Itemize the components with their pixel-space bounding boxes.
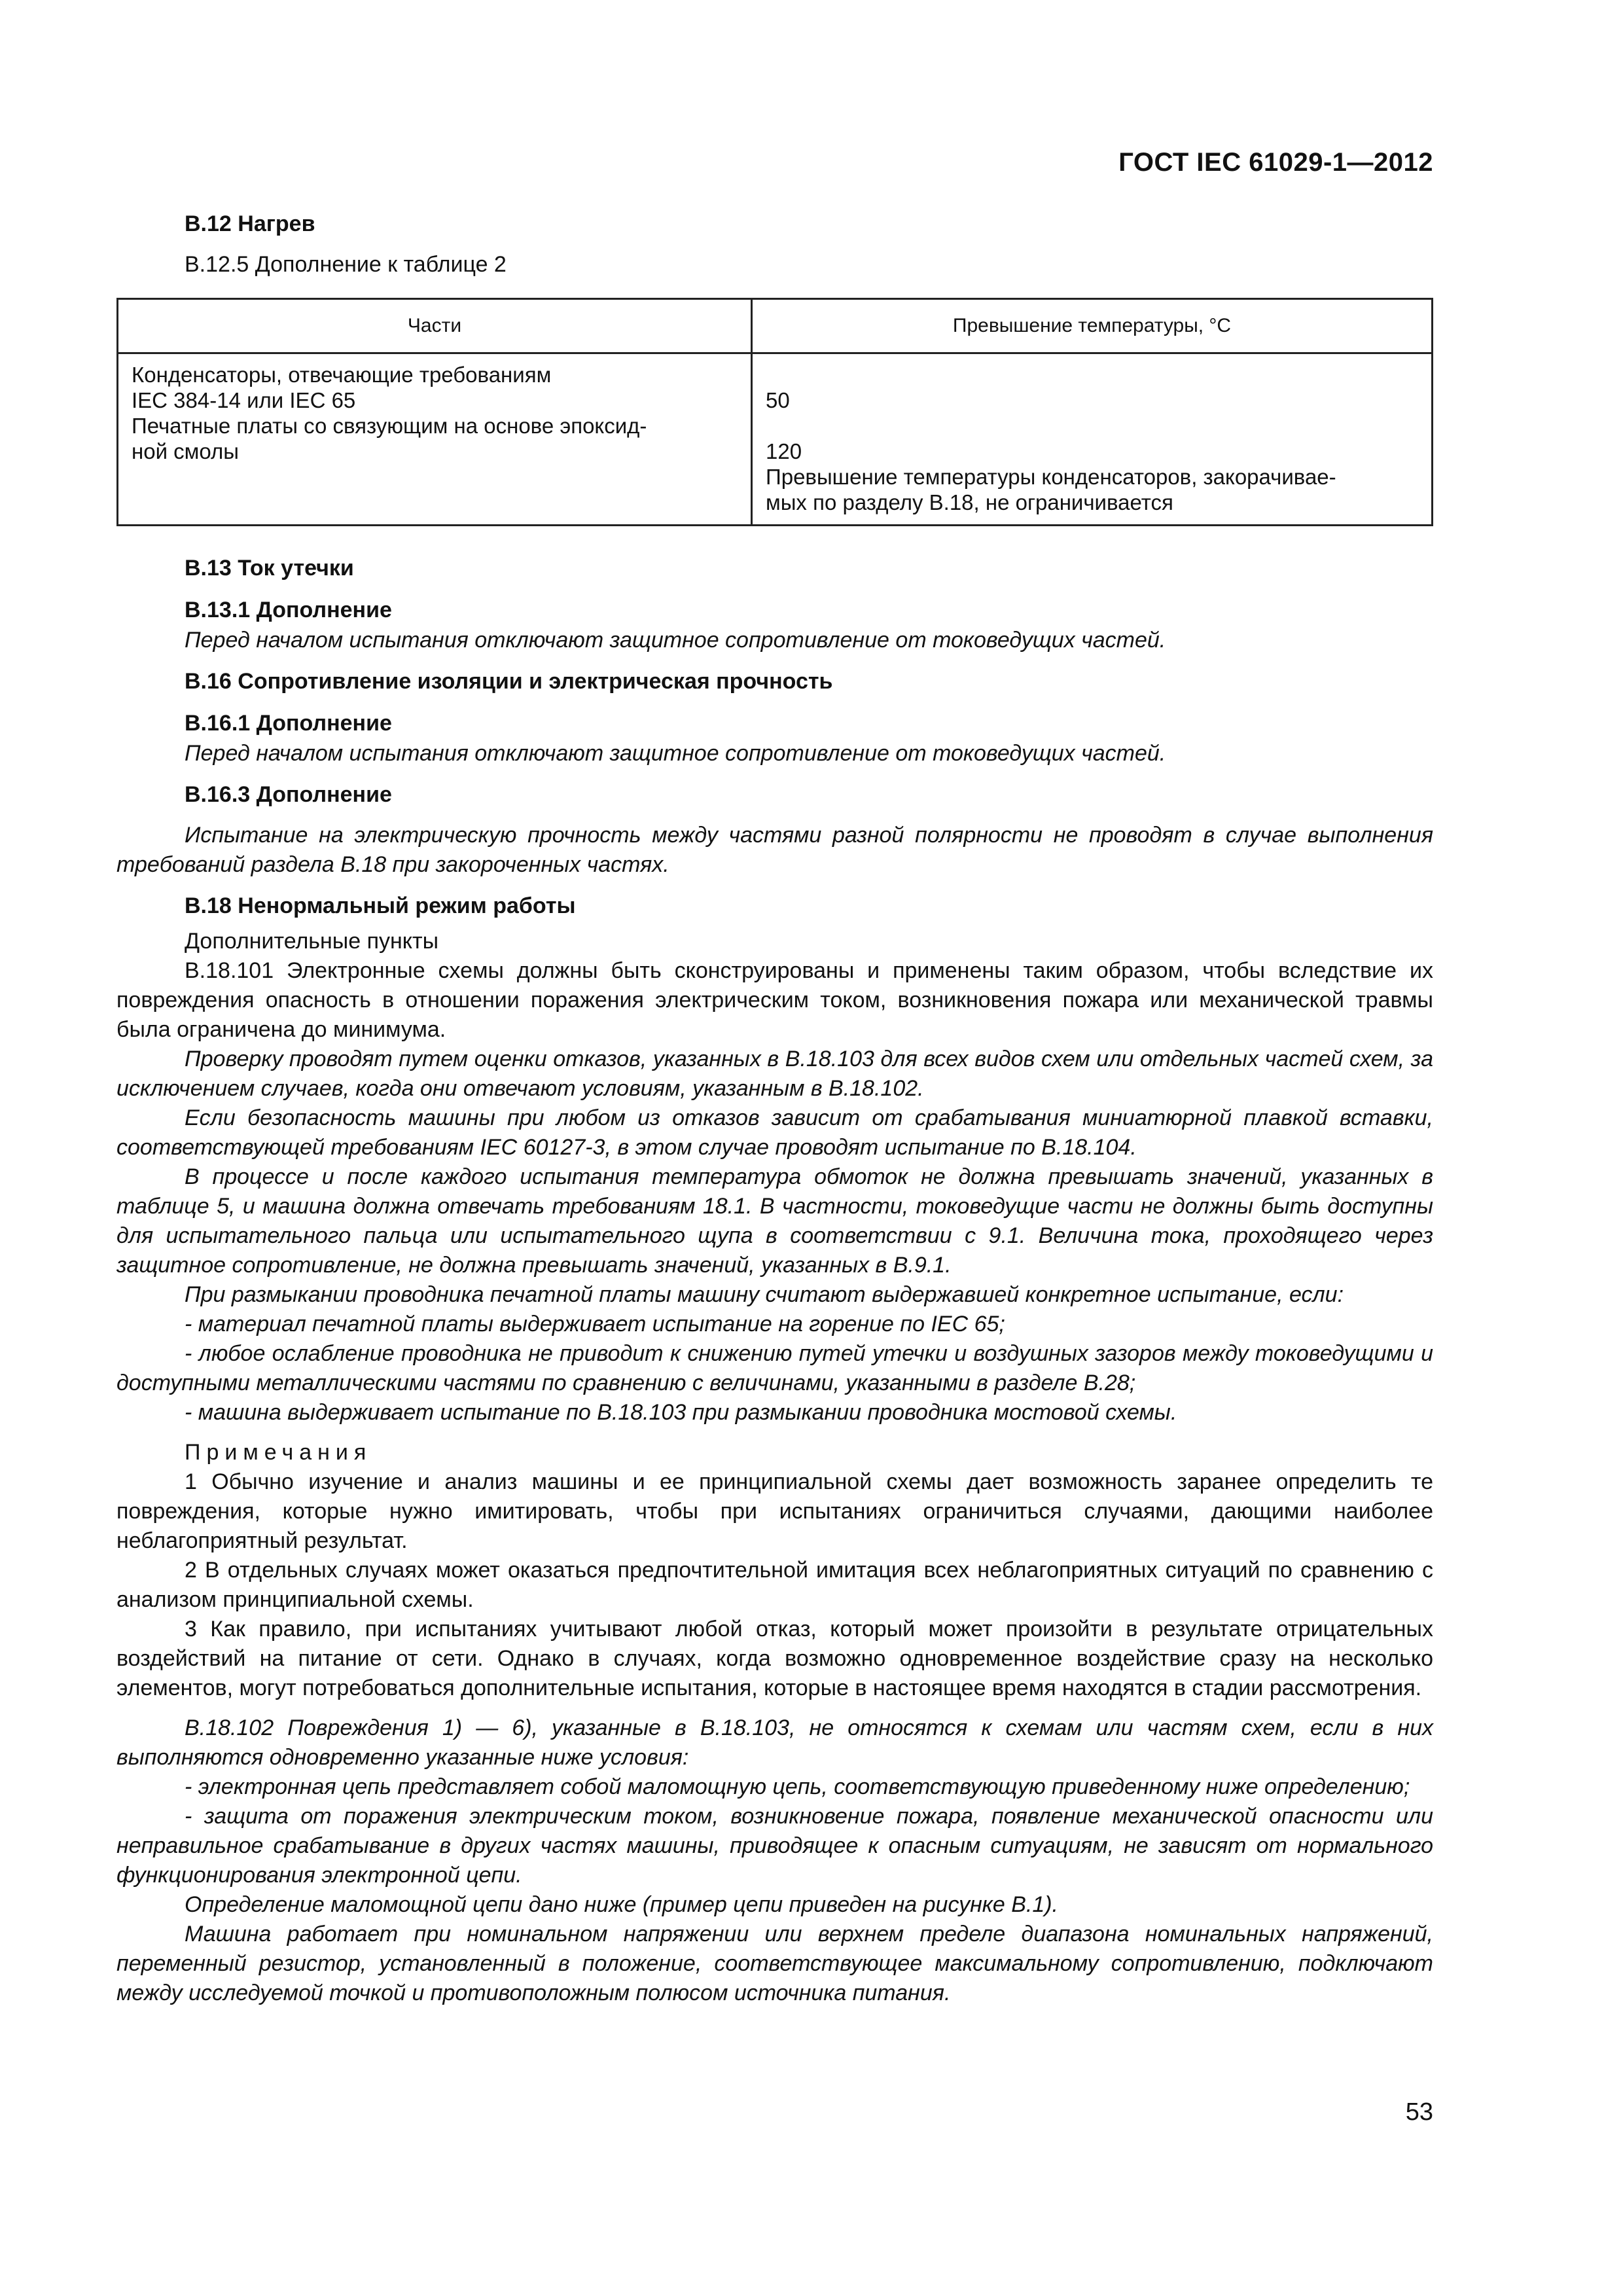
subsection-b13-1: В.13.1 Дополнение	[185, 598, 392, 622]
table-cell-parts	[118, 353, 752, 526]
b18-102-text: В.18.102 Повреждения 1) — 6), указанные в В.18.103, не относятся к схемам или частям схем, если в них выполняются одновременно указанные ниже условия:	[116, 1715, 1433, 1770]
page-number: 53	[1405, 2098, 1433, 2126]
cell-line: IEC 384-14 или IEC 65	[132, 388, 356, 412]
b18-check-3: В процессе и после каждого испытания температура обмоток не должна превышать значений, указанных в таблице 5, и машина должна отвечать требованиям 18.1. В частности, токоведущие части не должны быть доступны для испытательного пальца или испытательного щупа в соответствии с 9.1. Величина тока, проходящего через защитное сопротивление, не должна превышать значений, указанных в В.9.1.	[116, 1164, 1433, 1278]
section-heading-b13: В.13 Ток утечки	[185, 556, 354, 581]
cell-line: Печатные платы со связующим на основе эпоксид-	[132, 414, 647, 438]
b16-1-text: Перед началом испытания отключают защитное сопротивление от токоведущих частей.	[185, 741, 1166, 766]
b18-101-text: В.18.101 Электронные схемы должны быть сконструированы и применены таким образом, чтобы вследствие их повреждения опасность в отношении поражения электрическим током, возникновения пожара или механической травмы была ограничена до минимума.	[116, 958, 1433, 1042]
low-power-definition: Определение маломощной цепи дано ниже (пример цепи приведен на рисунке В.1).	[185, 1892, 1058, 1917]
note-3: 3 Как правило, при испытаниях учитывают любой отказ, который может произойти в результате отрицательных воздействий на питание от сети. Однако в случаях, когда возможно одновременное воздействие сразу на несколько элементов, могут потребоваться дополнительные испытания, которые в настоящее время находятся в стадии рассмотрения.	[116, 1617, 1433, 1700]
subsection-b12-5: В.12.5 Дополнение к таблице 2	[185, 252, 507, 277]
table-row	[118, 353, 1433, 526]
b13-text: Перед началом испытания отключают защитное сопротивление от токоведущих частей.	[185, 628, 1166, 653]
cell-note-line: Превышение температуры конденсаторов, закорачивае-	[766, 465, 1336, 489]
table-cell-values	[752, 353, 1433, 526]
condition-item: - электронная цепь представляет собой маломощную цепь, соответствующую приведенному ниже определению;	[185, 1774, 1410, 1799]
list-item: - материал печатной платы выдерживает испытание на горение по IEC 65;	[185, 1312, 1005, 1336]
notes-title: Примечания	[185, 1440, 372, 1465]
b18-check-1: Проверку проводят путем оценки отказов, указанных в В.18.103 для всех видов схем или отдельных частей схем, за исключением случаев, когда они отвечают условиям, указанным в В.18.102.	[116, 1047, 1433, 1101]
final-paragraph: Машина работает при номинальном напряжении или верхнем пределе диапазона номинальных напряжений, переменный резистор, установленный в положение, соответствующее максимальному сопротивлению, подключают между исследуемой точкой и противоположным полюсом источника питания.	[116, 1922, 1433, 2005]
section-heading-b12: В.12 Нагрев	[185, 211, 315, 236]
table-header-parts: Части	[118, 299, 752, 353]
cell-spacer	[766, 362, 1418, 387]
b16-3-text: Испытание на электрическую прочность между частями разной полярности не проводят в случае выполнения требований раздела В.18 при закороченных частях.	[116, 823, 1433, 877]
standard-code: ГОСТ IEC 61029-1—2012	[1118, 148, 1433, 177]
list-item: - любое ослабление проводника не приводит к снижению путей утечки и воздушных зазоров между токоведущими и доступными металлическими частями по сравнению с величинами, указанными в разделе В.28;	[116, 1341, 1433, 1395]
b18-check-4: При размыкании проводника печатной платы машину считают выдержавшей конкретное испытание, если:	[185, 1282, 1344, 1307]
additional-items-label: Дополнительные пункты	[185, 929, 439, 954]
table-header-temperature: Превышение температуры, °С	[752, 299, 1433, 353]
condition-item: - защита от поражения электрическим током, возникновение пожара, появление механической опасности или неправильное срабатывание в других частях машины, приводящее к опасным ситуациям, не зависят от нормального функционирования электронной цепи.	[116, 1804, 1433, 1888]
subsection-b16-1: В.16.1 Дополнение	[185, 711, 392, 736]
section-heading-b18: В.18 Ненормальный режим работы	[185, 893, 576, 918]
section-heading-b16: В.16 Сопротивление изоляции и электрическая прочность	[185, 669, 833, 694]
cell-line: ной смолы	[132, 439, 239, 463]
b18-check-2: Если безопасность машины при любом из отказов зависит от срабатывания миниатюрной плавкой вставки, соответствующей требованиям IEC 60127-3, в этом случае проводят испытание по В.18.104.	[116, 1105, 1433, 1160]
note-1: 1 Обычно изучение и анализ машины и ее принципиальной схемы дает возможность заранее определить те повреждения, которые нужно имитировать, чтобы при испытаниях ограничиться случаями, дающими наиболее неблагоприятный результат.	[116, 1469, 1433, 1553]
cell-spacer	[766, 413, 1418, 439]
cell-note-line: мых по разделу В.18, не ограничивается	[766, 490, 1173, 514]
cell-line: Конденсаторы, отвечающие требованиям	[132, 363, 552, 387]
subsection-b16-3: В.16.3 Дополнение	[185, 782, 392, 807]
cell-value-50: 50	[766, 388, 790, 412]
cell-value-120: 120	[766, 439, 802, 463]
page-content	[116, 208, 1433, 2008]
note-2: 2 В отдельных случаях может оказаться предпочтительной имитация всех неблагоприятных ситуаций по сравнению с анализом принципиальной схемы.	[116, 1558, 1433, 1612]
temperature-rise-table	[116, 298, 1433, 526]
list-item: - машина выдерживает испытание по В.18.103 при размыкании проводника мостовой схемы.	[185, 1400, 1177, 1425]
